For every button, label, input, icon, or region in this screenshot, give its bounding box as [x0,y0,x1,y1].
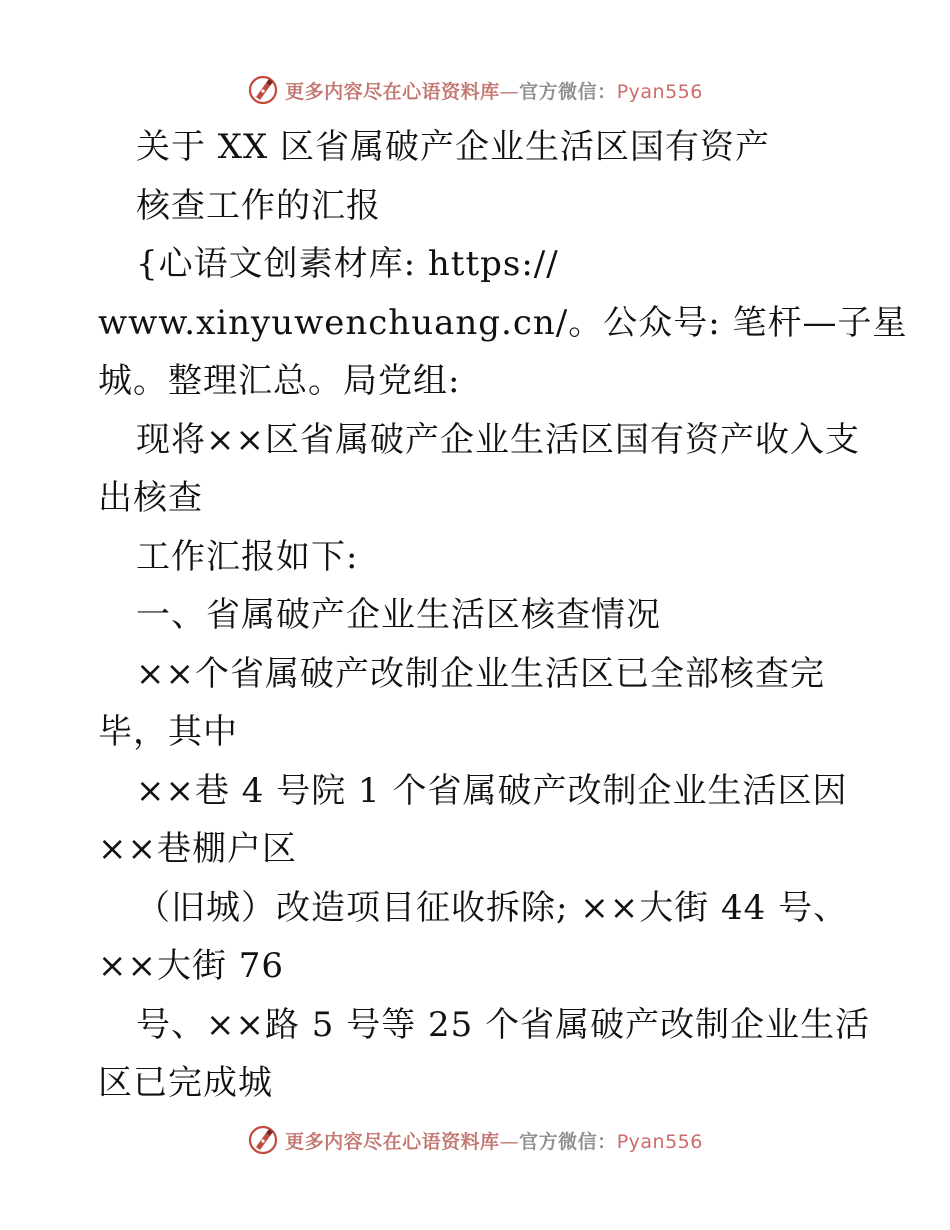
document-line: 区已完成城 [98,1063,273,1103]
banner-text [285,77,703,104]
header-banner [0,70,950,110]
document-line: 毕，其中 [98,712,238,752]
document-line: 出核查 [98,478,203,518]
document-line: 现将××区省属破产企业生活区国有资产收入支 [136,419,860,460]
banner-dash: — [499,1130,520,1153]
document-body [98,118,908,1113]
pen-nib-logo-icon [247,74,279,106]
banner-wechat-label: 官方微信： [519,1130,617,1153]
document-line: ××巷 4 号院 1 个省属破产改制企业生活区因 [136,770,848,811]
banner-dash: — [499,80,520,103]
document-line: ××大街 76 [98,946,285,986]
banner-main-text: 更多内容尽在心语资料库 [285,1130,500,1153]
document-line: ××个省属破产改制企业生活区已全部核查完 [136,653,825,694]
document-line: （旧城）改造项目征收拆除; ××大街 44 号、 [136,887,849,928]
footer-banner [0,1120,950,1160]
banner-wechat-label: 官方微信： [519,80,617,103]
document-line: 关于 XX 区省属破产企业生活区国有资产 [136,127,771,167]
document-line: www.xinyuwenchuang.cn/。公众号: 笔杆—子星 [98,302,908,343]
document-line: {心语文创素材库: https:// [136,244,559,284]
document-line: 号、××路 5 号等 25 个省属破产改制企业生活 [136,1004,871,1045]
banner-text [285,1127,703,1154]
banner-main-text: 更多内容尽在心语资料库 [285,80,500,103]
document-line: 工作汇报如下: [136,536,359,577]
document-line: 核查工作的汇报 [136,185,381,226]
document-line: 城。整理汇总。局党组: [98,361,461,401]
banner-wechat-id: Pyan556 [616,1130,703,1153]
document-line: 一、省属破产企业生活区核查情况 [136,595,661,635]
banner-wechat-id: Pyan556 [616,80,703,103]
pen-nib-logo-icon [247,1124,279,1156]
document-line: ××巷棚户区 [98,829,297,869]
